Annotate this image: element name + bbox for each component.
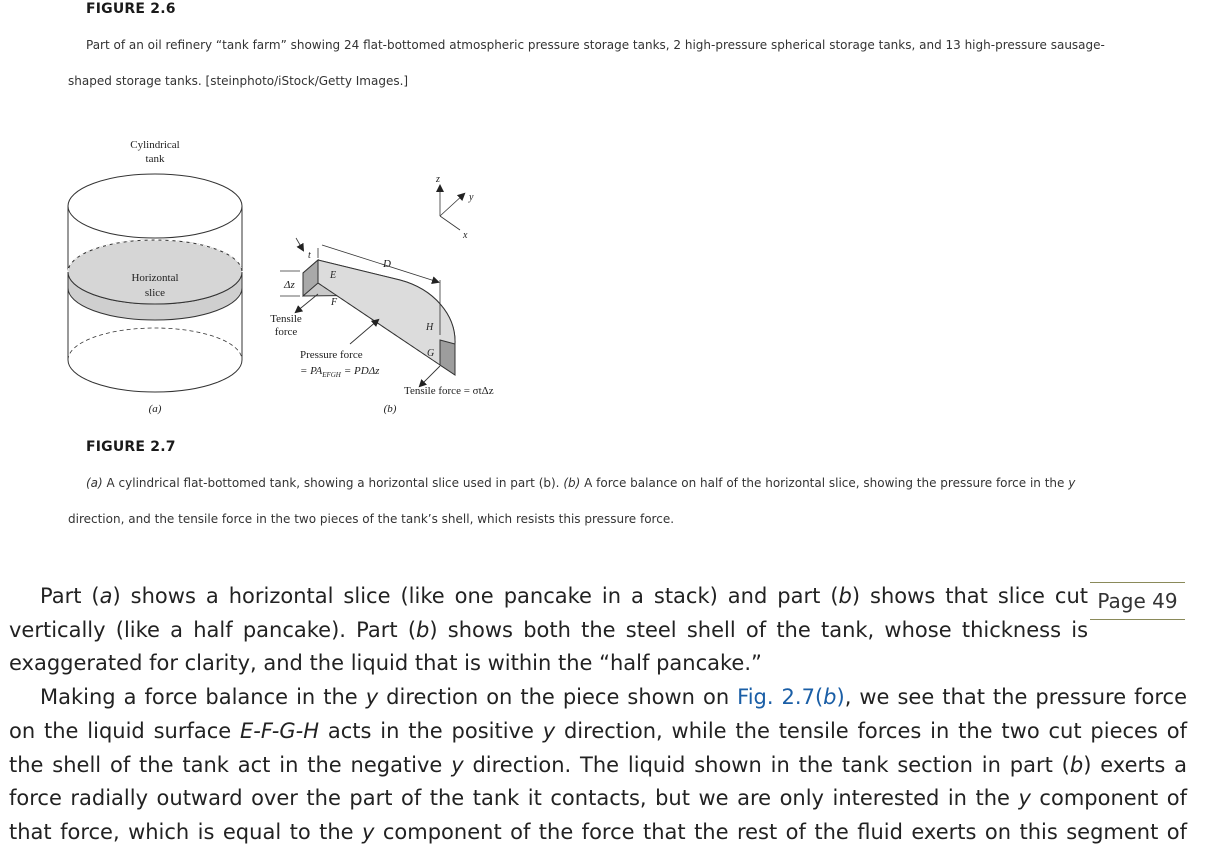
half-slice-drawing xyxy=(270,174,494,415)
part-b-label: (b) xyxy=(383,403,397,415)
point-D: D xyxy=(383,258,391,270)
paragraph-1-line-2: vertically (like a half pancake). Part (b) shows both the steel shell of the tank, whose thickness is xyxy=(9,618,1089,642)
figure-2-7-caption-line1 xyxy=(86,476,1075,490)
axis-y-label: y xyxy=(469,192,474,203)
tensile-force-left-line1: Tensile xyxy=(270,313,302,325)
figure-2-7b-link[interactable]: Fig. 2.7(b) xyxy=(737,685,845,709)
figure-2-7-label: FIGURE 2.7 xyxy=(86,439,176,455)
paragraph-1-line-3: exaggerated for clarity, and the liquid that is within the “half pancake.” xyxy=(9,651,762,675)
figure-2-6-label: FIGURE 2.6 xyxy=(86,1,176,17)
tensile-force-left-line2: force xyxy=(274,326,298,338)
page-number-marker: Page 49 xyxy=(1090,582,1185,620)
point-G: G xyxy=(427,348,435,359)
figure-2-6-caption-line1: Part of an oil refinery “tank farm” showing 24 flat-bottomed atmospheric pressure storage tanks, 2 high-pressure spherical storage tanks, and 13 high-pressure sausage- xyxy=(86,38,1105,52)
paragraph-2-line-4: force radially outward over the part of the tank it contacts, but we are only interested in the y component of xyxy=(9,786,1187,810)
cylinder-drawing xyxy=(68,139,242,415)
part-a-label: (a) xyxy=(148,403,162,415)
axis-x-label: x xyxy=(463,230,468,241)
paragraph-2-line-3: the shell of the tank act in the negative y direction. The liquid shown in the tank section in part (b) exerts a xyxy=(9,753,1187,777)
cylindrical-tank-label-line1: Cylindrical xyxy=(130,139,180,151)
figure-2-7-caption-line2: direction, and the tensile force in the two pieces of the tank’s shell, which resists this pressure force. xyxy=(68,512,675,526)
pressure-force-label: Pressure force xyxy=(300,349,363,361)
thickness-t-label: t xyxy=(308,250,311,261)
caption-part-b: (b) xyxy=(563,476,581,490)
caption-text-1: A cylindrical flat-bottomed tank, showing a horizontal slice used in part (b). xyxy=(102,476,564,490)
paragraph-2-line-2: on the liquid surface E-F-G-H acts in the positive y direction, while the tensile forces in the two cut pieces of xyxy=(9,719,1187,743)
caption-part-a: (a) xyxy=(86,476,103,490)
caption-text-2: A force balance on half of the horizontal slice, showing the pressure force in the xyxy=(580,476,1069,490)
horizontal-slice-label-line1: Horizontal xyxy=(131,272,179,284)
axis-z-label: z xyxy=(436,174,440,185)
point-F: F xyxy=(331,297,338,308)
horizontal-slice-label-line2: slice xyxy=(144,287,166,299)
paragraph-2-line-5: that force, which is equal to the y component of the force that the rest of the fluid exerts on this segment of xyxy=(9,820,1188,844)
caption-y: y xyxy=(1068,476,1076,490)
delta-z-label: Δz xyxy=(284,279,295,291)
figure-2-7-diagram xyxy=(0,130,560,420)
point-H: H xyxy=(426,322,434,333)
cylindrical-tank-label-line2: tank xyxy=(145,153,165,165)
paragraph-2-line-1: Making a force balance in the y direction on the piece shown on Fig. 2.7(b), we see that the pressure force xyxy=(40,685,1187,709)
pressure-force-equation: = $PA_{EFGH} = PD\Delta z$ xyxy=(300,365,380,379)
figure-2-6-caption-line2: shaped storage tanks. [steinphoto/iStock/Getty Images.] xyxy=(68,74,409,88)
paragraph-1-line-1: Part (a) shows a horizontal slice (like one pancake in a stack) and part (b) shows that slice cut xyxy=(40,584,1088,608)
point-E: E xyxy=(330,270,337,281)
tensile-force-right-label: Tensile force = σtΔz xyxy=(404,385,494,397)
